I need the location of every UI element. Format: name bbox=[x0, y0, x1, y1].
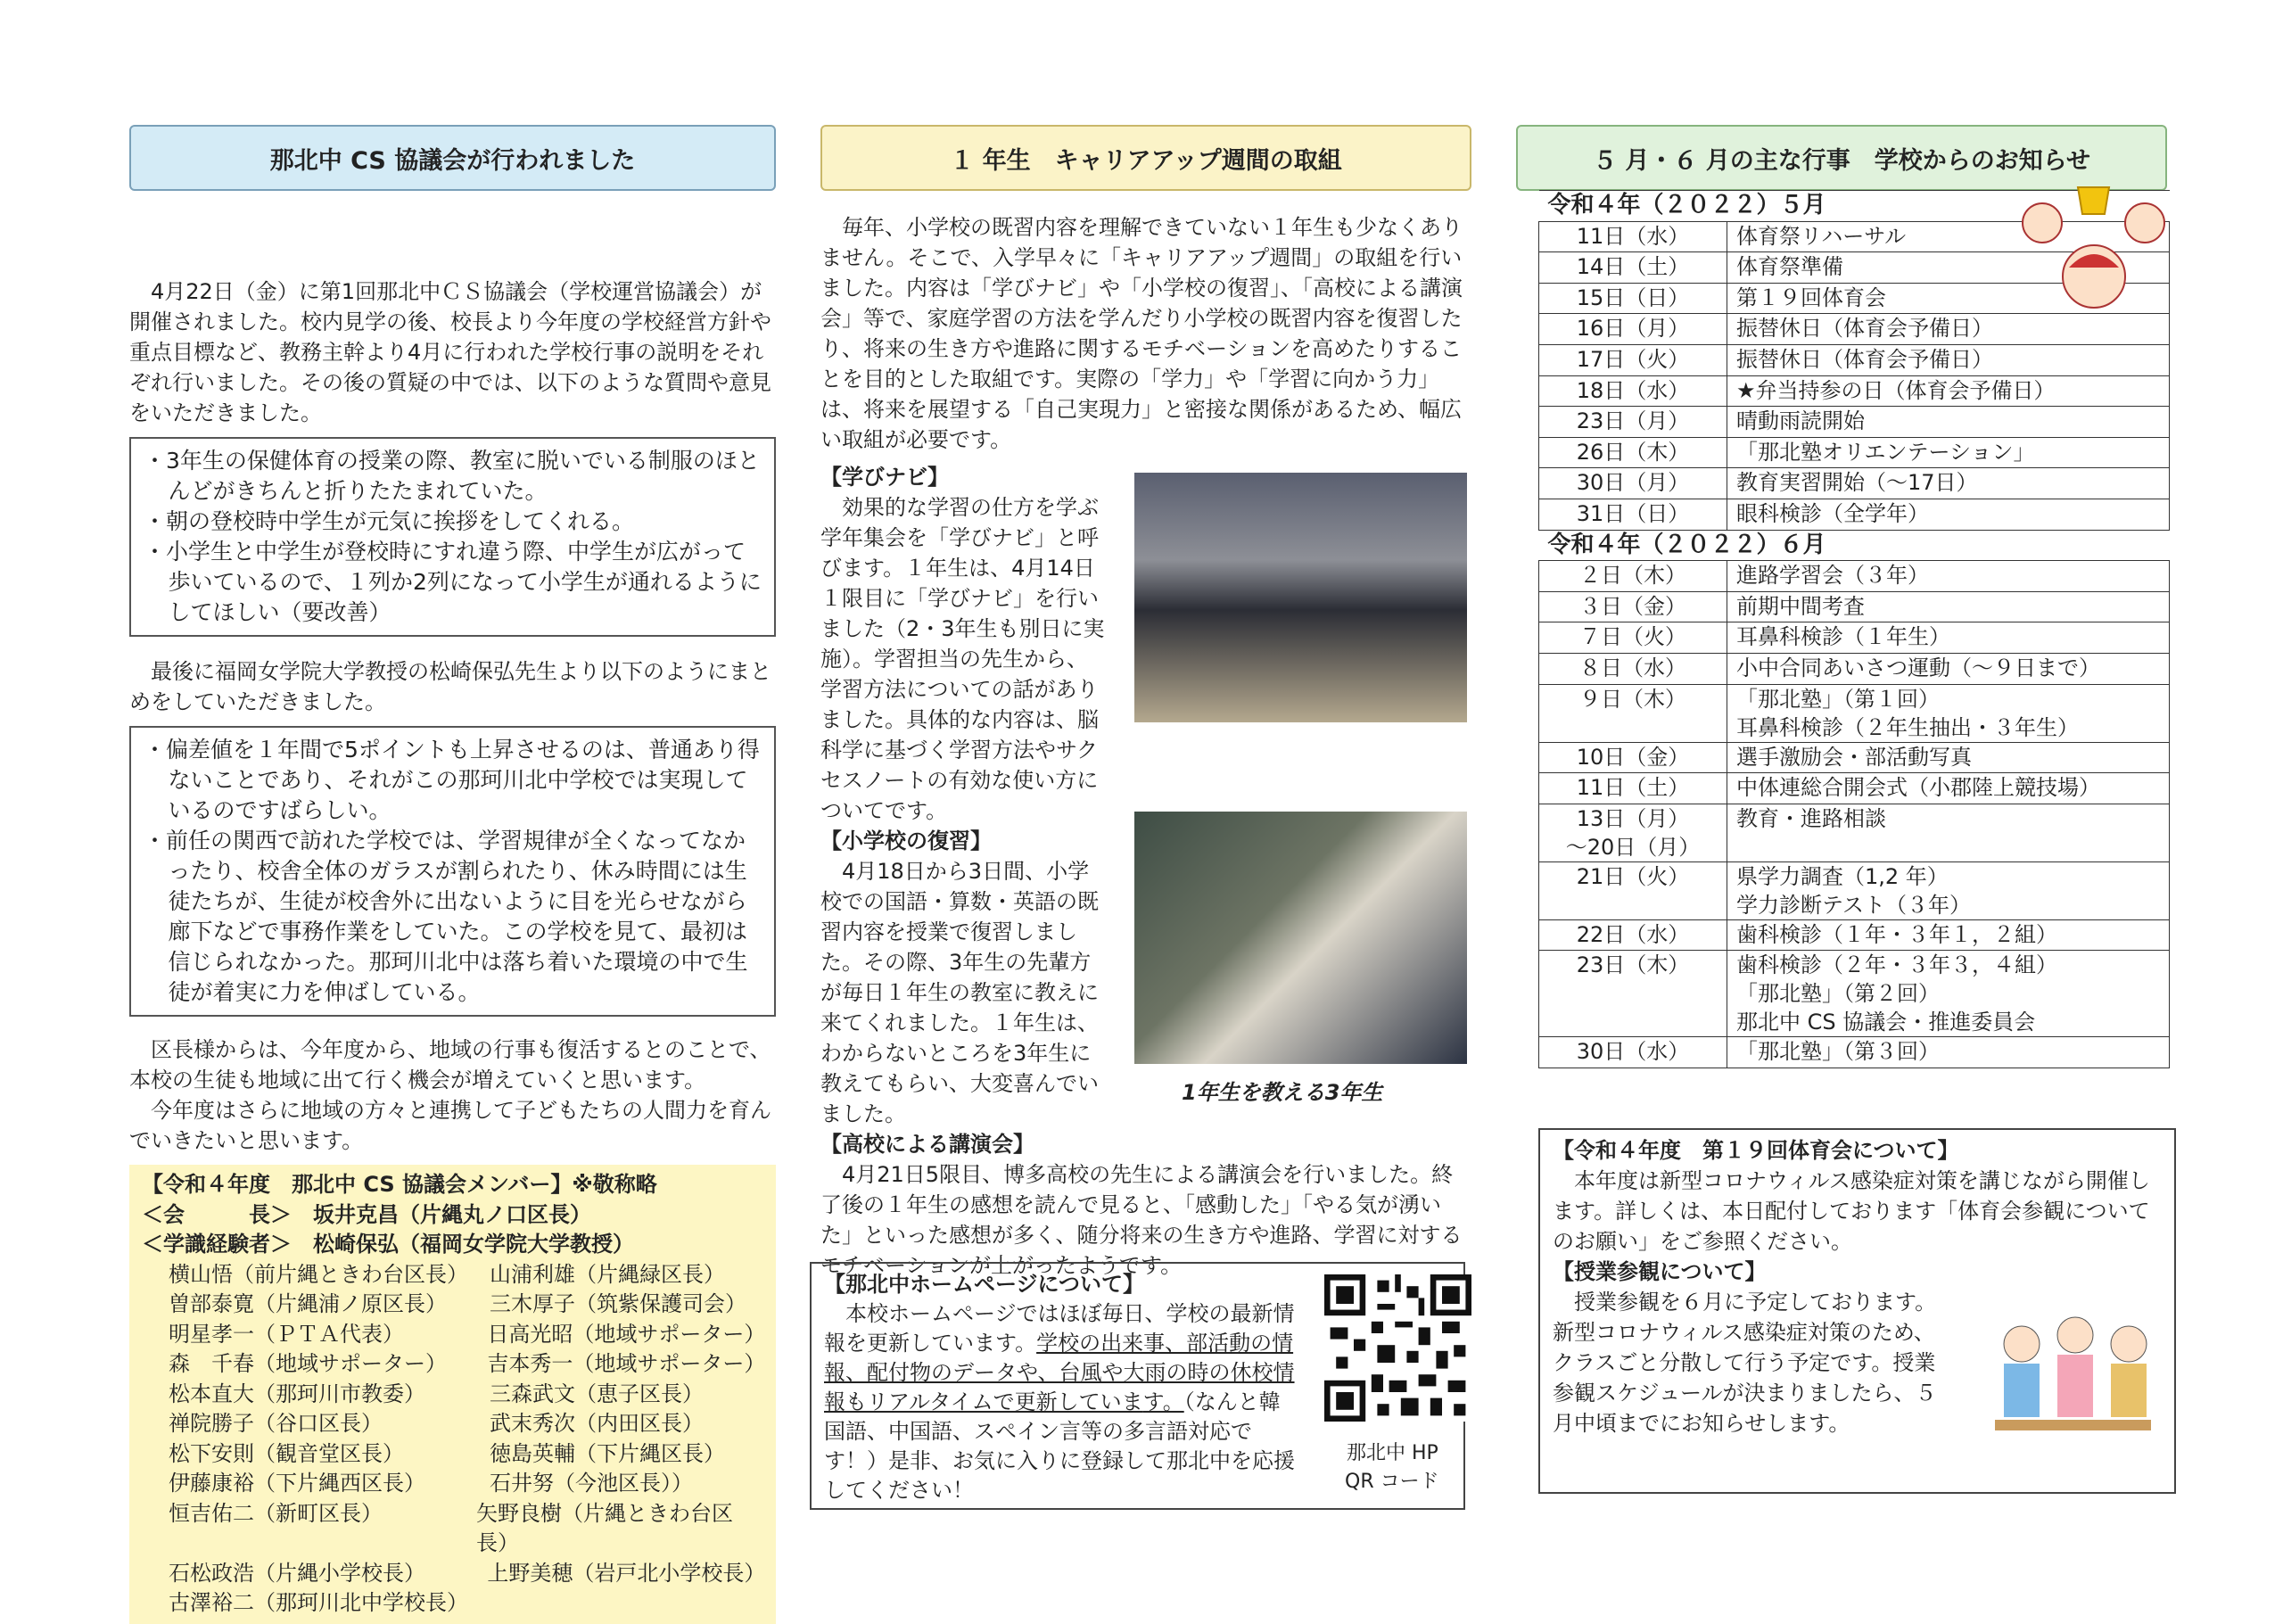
event-row bbox=[1539, 861, 2170, 919]
member-name: 松下安則（観音堂区長） bbox=[169, 1440, 404, 1466]
event-name: 体育祭準備 bbox=[1727, 252, 2170, 284]
event-date: 21日（火） bbox=[1539, 861, 1727, 919]
homepage-heading: 【那北中ホームページについて】 bbox=[824, 1272, 1145, 1297]
member-name: 伊藤康裕（下片縄西区長） bbox=[169, 1471, 425, 1496]
event-name: 進路学習会（３年） bbox=[1727, 561, 2170, 592]
event-row bbox=[1539, 437, 2170, 468]
left-column bbox=[129, 125, 776, 1624]
member-name: 三木厚子（筑紫保護司会） bbox=[490, 1291, 746, 1316]
member-name: 矢野良樹（片縄ときわ台区長） bbox=[476, 1500, 733, 1555]
event-name: 小中合同あいさつ運動（～９日まで） bbox=[1727, 653, 2170, 684]
manabi-navi-text: 効果的な学習の仕方を学ぶ学年集会を「学びナビ」と呼びます。１年生は、4月14日１限目に「学びナビ」を行いました（2・3年生も別日に実施）。学習担当の先生から、学習方法についての話がありました。具体的な内容は、脳科学に基づく学習方法やサクセスノートの有効な使い方についてです。 bbox=[820, 495, 1105, 823]
list-item: ・3年生の保健体育の授業の際、教室に脱いでいる制服のほとんどがきちんと折りたたまれていた。 bbox=[144, 448, 760, 504]
event-row bbox=[1539, 684, 2170, 742]
member-name: 石井努（今池区長）） bbox=[490, 1471, 693, 1496]
event-date: 14日（土） bbox=[1539, 252, 1727, 284]
family-illustration bbox=[1986, 1299, 2160, 1455]
qr-code[interactable] bbox=[1324, 1274, 1471, 1422]
event-name: 前期中間考査 bbox=[1727, 591, 2170, 622]
summary-intro-text: 最後に福岡女学院大学教授の松崎保弘先生より以下のようにまとめをしていただきました。 bbox=[129, 659, 771, 714]
event-name: 中体連総合開会式（小郡陸上競技場） bbox=[1727, 773, 2170, 804]
event-row bbox=[1539, 653, 2170, 684]
event-date: ７日（火） bbox=[1539, 622, 1727, 654]
member-name: 日高光昭（地域サポーター） bbox=[487, 1321, 766, 1347]
event-name: 眼科検診（全学年） bbox=[1727, 499, 2170, 530]
sports-day-heading: 【令和４年度 第１９回体育会について】 bbox=[1553, 1138, 1959, 1163]
event-row bbox=[1539, 561, 2170, 592]
member-name: 曽部泰寛（片縄浦ノ原区長） bbox=[169, 1291, 447, 1316]
event-name: 教育実習開始（～17日） bbox=[1727, 468, 2170, 499]
event-date: 26日（木） bbox=[1539, 437, 1727, 468]
event-row bbox=[1539, 375, 2170, 407]
sports-day-text: 本年度は新型コロナウィルス感染症対策を講じながら開催します。詳しくは、本日配付しております「体育会参観についてのお願い」をご参照ください。 bbox=[1553, 1168, 2150, 1254]
events-banner: ５ 月・６ 月の主な行事 学校からのお知らせ bbox=[1516, 125, 2167, 191]
member-name: 山浦利雄（片縄緑区長） bbox=[490, 1261, 725, 1287]
member-name: 森 千春（地域サポーター） bbox=[169, 1351, 447, 1376]
career-intro-text: 毎年、小学校の既習内容を理解できていない１年生も少なくありません。そこで、入学早々に「キャリアアップ週間」の取組を行いました。内容は「学びナビ」や「小学校の復習」、「高校による講演会」等で、家庭学習の方法を学んだり小学校の既習内容を復習したり、将来の生き方や進路に関するモチベーションを高めたりすることを目的とした取組です。実際の「学力」や「学習に向かう力」は、将来を展望する「自己実現力」と密接な関係があるため、幅広い取組が必要です。 bbox=[820, 215, 1463, 452]
event-name: 県学力調査（1,2 年） 学力診断テスト（３年） bbox=[1727, 861, 2170, 919]
member-expert: ＜学識経験者＞ 松崎保弘（福岡女学院大学教授） bbox=[142, 1232, 634, 1257]
outro-text-2: 今年度はさらに地域の方々と連携して子どもたちの人間力を育んでいきたいと思います。 bbox=[129, 1098, 771, 1153]
member-row bbox=[169, 1409, 763, 1439]
member-name: 武末秀次（内田区長） bbox=[490, 1411, 704, 1436]
list-item: ・朝の登校時中学生が元気に挨拶をしてくれる。 bbox=[144, 508, 635, 534]
elementary-review-heading: 【小学校の復習】 bbox=[820, 828, 992, 853]
gym-assembly-photo bbox=[1134, 473, 1467, 722]
career-week-banner: １ 年生 キャリアアップ週間の取組 bbox=[820, 125, 1471, 191]
member-row bbox=[169, 1380, 763, 1410]
qr-label-2: QR コード bbox=[1345, 1471, 1439, 1493]
member-name: 恒吉佑二（新町区長） bbox=[169, 1500, 383, 1526]
lecture-heading: 【高校による講演会】 bbox=[820, 1132, 1034, 1157]
member-row bbox=[169, 1559, 766, 1589]
event-date: 23日（月） bbox=[1539, 407, 1727, 438]
event-date: 11日（土） bbox=[1539, 773, 1727, 804]
feedback-box bbox=[129, 437, 776, 637]
event-row bbox=[1539, 773, 2170, 804]
event-name: 「那北塾」（第３回） bbox=[1727, 1037, 2170, 1068]
event-name: 教育・進路相談 bbox=[1727, 804, 2170, 861]
event-date: 11日（水） bbox=[1539, 221, 1727, 252]
june-header: 令和４年（２０２２）６月 bbox=[1539, 530, 2170, 561]
homepage-text-3: す。 bbox=[1142, 1389, 1184, 1414]
member-row bbox=[169, 1439, 763, 1470]
event-date: 15日（日） bbox=[1539, 283, 1727, 314]
event-row bbox=[1539, 742, 2170, 773]
event-date: 22日（水） bbox=[1539, 919, 1727, 951]
event-name: 「那北塾オリエンテーション」 bbox=[1727, 437, 2170, 468]
event-name: ★弁当持参の日（体育会予備日） bbox=[1727, 375, 2170, 407]
event-date: ３日（金） bbox=[1539, 591, 1727, 622]
manabi-navi-heading: 【学びナビ】 bbox=[820, 465, 949, 490]
summary-box bbox=[129, 726, 776, 1017]
member-row bbox=[169, 1290, 763, 1320]
event-row bbox=[1539, 344, 2170, 375]
member-list-title: 【令和４年度 那北中 CS 協議会メンバー】※敬称略 bbox=[142, 1172, 657, 1197]
cheering-kids-illustration bbox=[2015, 178, 2172, 334]
event-row bbox=[1539, 407, 2170, 438]
event-name: 歯科検診（２年・３年３，４組） 「那北塾」（第２回） 那北中 CS 協議会・推進委員会 bbox=[1727, 951, 2170, 1037]
event-row bbox=[1539, 951, 2170, 1037]
member-row bbox=[169, 1469, 763, 1499]
homepage-text-2: 学校の出来事、部活動の情報、配付物のデータや、台風や大雨の時の休校情報もリアルタイムで更新していま bbox=[824, 1331, 1295, 1414]
event-date: ８日（水） bbox=[1539, 653, 1727, 684]
may-header: 令和４年（２０２２）５月 bbox=[1539, 191, 2170, 222]
event-date: 30日（水） bbox=[1539, 1037, 1727, 1068]
event-date: 10日（金） bbox=[1539, 742, 1727, 773]
event-date: ２日（木） bbox=[1539, 561, 1727, 592]
event-name: 選手激励会・部活動写真 bbox=[1727, 742, 2170, 773]
member-row bbox=[169, 1320, 766, 1350]
member-name: 石松政浩（片縄小学校長） bbox=[169, 1560, 425, 1586]
event-name: 歯科検診（１年・３年１，２組） bbox=[1727, 919, 2170, 951]
event-row bbox=[1539, 468, 2170, 499]
event-name: 耳鼻科検診（１年生） bbox=[1727, 622, 2170, 654]
member-row bbox=[169, 1499, 763, 1559]
member-chair: ＜会 長＞ 坂井克昌（片縄丸ノ口区長） bbox=[142, 1201, 591, 1227]
homepage-info-box bbox=[810, 1262, 1465, 1510]
event-name: 第１９回体育会 bbox=[1727, 283, 2170, 314]
cs-intro-text: 4月22日（金）に第1回那北中ＣＳ協議会（学校運営協議会）が開催されました。校内見学の後、校長より今年度の学校経営方針や重点目標など、教務主幹より4月に行われた学校行事の説明をそれぞれ行いました。その後の質疑の中では、以下のような質問や意見をいただきました。 bbox=[129, 279, 771, 425]
notices-box bbox=[1538, 1128, 2176, 1494]
photo-caption: 1年生を教える3年生 bbox=[1182, 1080, 1383, 1105]
event-name: 体育祭リハーサル bbox=[1727, 221, 2170, 252]
homepage-text-1: 本校ホームページではほぼ毎日、学校の最新情報を更新しています。 bbox=[824, 1301, 1295, 1356]
member-name: 松本直大（那珂川市教委） bbox=[169, 1381, 425, 1406]
event-date: ９日（木） bbox=[1539, 684, 1727, 742]
class-observation-text: 授業参観を６月に予定しております。新型コロナウィルス感染症対策のため、クラスごと分散して行う予定です。授業参観スケジュールが決まりましたら、５月中頃までにお知らせします。 bbox=[1553, 1290, 1937, 1436]
class-observation-heading: 【授業参観について】 bbox=[1553, 1259, 1767, 1284]
member-name: 吉本秀一（地域サポーター） bbox=[487, 1351, 766, 1376]
event-date: 31日（日） bbox=[1539, 499, 1727, 530]
event-row bbox=[1539, 622, 2170, 654]
member-name: 古澤裕二（那珂川北中学校長） bbox=[169, 1590, 468, 1615]
list-item: ・前任の関西で訪れた学校では、学習規律が全くなってなかったり、校舎全体のガラスが割られたり、休み時間には生徒たちが、生徒が校舎外に出ないように目を光らせながら廊下などで事務作業をしていた。この学校を見て、最初は信じられなかった。那珂川北中は落ち着いた環境の中で生徒が着実に力を伸ばしている。 bbox=[144, 828, 748, 1005]
event-name: 晴動雨読開始 bbox=[1727, 407, 2170, 438]
event-row bbox=[1539, 591, 2170, 622]
member-name: 上野美穂（岩戸北小学校長） bbox=[487, 1560, 766, 1586]
event-date: 30日（月） bbox=[1539, 468, 1727, 499]
member-name: 横山悟（前片縄ときわ台区長） bbox=[169, 1261, 468, 1287]
event-row bbox=[1539, 499, 2170, 530]
member-row bbox=[169, 1260, 763, 1290]
event-row bbox=[1539, 1037, 2170, 1068]
event-name: 振替休日（体育会予備日） bbox=[1727, 344, 2170, 375]
member-row bbox=[169, 1349, 766, 1380]
event-date: 17日（火） bbox=[1539, 344, 1727, 375]
event-row bbox=[1539, 804, 2170, 861]
classroom-teaching-photo bbox=[1134, 812, 1467, 1064]
event-date: 23日（木） bbox=[1539, 951, 1727, 1037]
event-date: 16日（月） bbox=[1539, 314, 1727, 345]
member-list bbox=[129, 1165, 776, 1624]
elementary-review-text: 4月18日から3日間、小学校での国語・算数・英語の既習内容を授業で復習しました。その際、3年生の先輩方が毎日１年生の教室に教えに来てくれました。１年生は、わからないところを3年生に教えてもらい、大変喜んでいました。 bbox=[820, 859, 1099, 1126]
list-item: ・偏差値を１年間で5ポイントも上昇させるのは、普通あり得ないことであり、それがこの那珂川北中学校では実現しているのですばらしい。 bbox=[144, 737, 760, 823]
event-name: 振替休日（体育会予備日） bbox=[1727, 314, 2170, 345]
outro-text-1: 区長様からは、今年度から、地域の行事も復活するとのことで、本校の生徒も地域に出て行く機会が増えていくと思います。 bbox=[129, 1037, 771, 1092]
list-item: ・小学生と中学生が登校時にすれ違う際、中学生が広がって歩いているので、１列か2列になって小学生が通れるようにしてほしい（要改善） bbox=[144, 539, 762, 625]
member-name: 明星孝一（ＰＴＡ代表） bbox=[169, 1321, 404, 1347]
member-row bbox=[169, 1588, 763, 1619]
event-date: 13日（月） ～20日（月） bbox=[1539, 804, 1727, 861]
event-row bbox=[1539, 919, 2170, 951]
qr-label-1: 那北中 HP bbox=[1347, 1442, 1438, 1464]
lecture-text: 4月21日5限目、博多高校の先生による講演会を行いました。終了後の１年生の感想を読んで見ると、「感動した」「やる気が湧いた」といった感想が多く、随分将来の生き方や進路、学習に対するモチベーションが上がったようです。 bbox=[820, 1162, 1463, 1278]
event-date: 18日（水） bbox=[1539, 375, 1727, 407]
member-name: 禅院勝子（谷口区長） bbox=[169, 1411, 383, 1436]
cs-council-banner: 那北中 CS 協議会が行われました bbox=[129, 125, 776, 191]
member-name: 徳島英輔（下片縄区長） bbox=[490, 1440, 725, 1466]
homepage-text-4: （なんと韓国語、中国語、スペイン言等の多言語対応です！）是非、お気に入りに登録して那北中を応援してください！ bbox=[824, 1389, 1295, 1503]
event-name: 「那北塾」（第１回） 耳鼻科検診（２年生抽出・３年生） bbox=[1727, 684, 2170, 742]
member-name: 三森武文（恵子区長） bbox=[490, 1381, 704, 1406]
